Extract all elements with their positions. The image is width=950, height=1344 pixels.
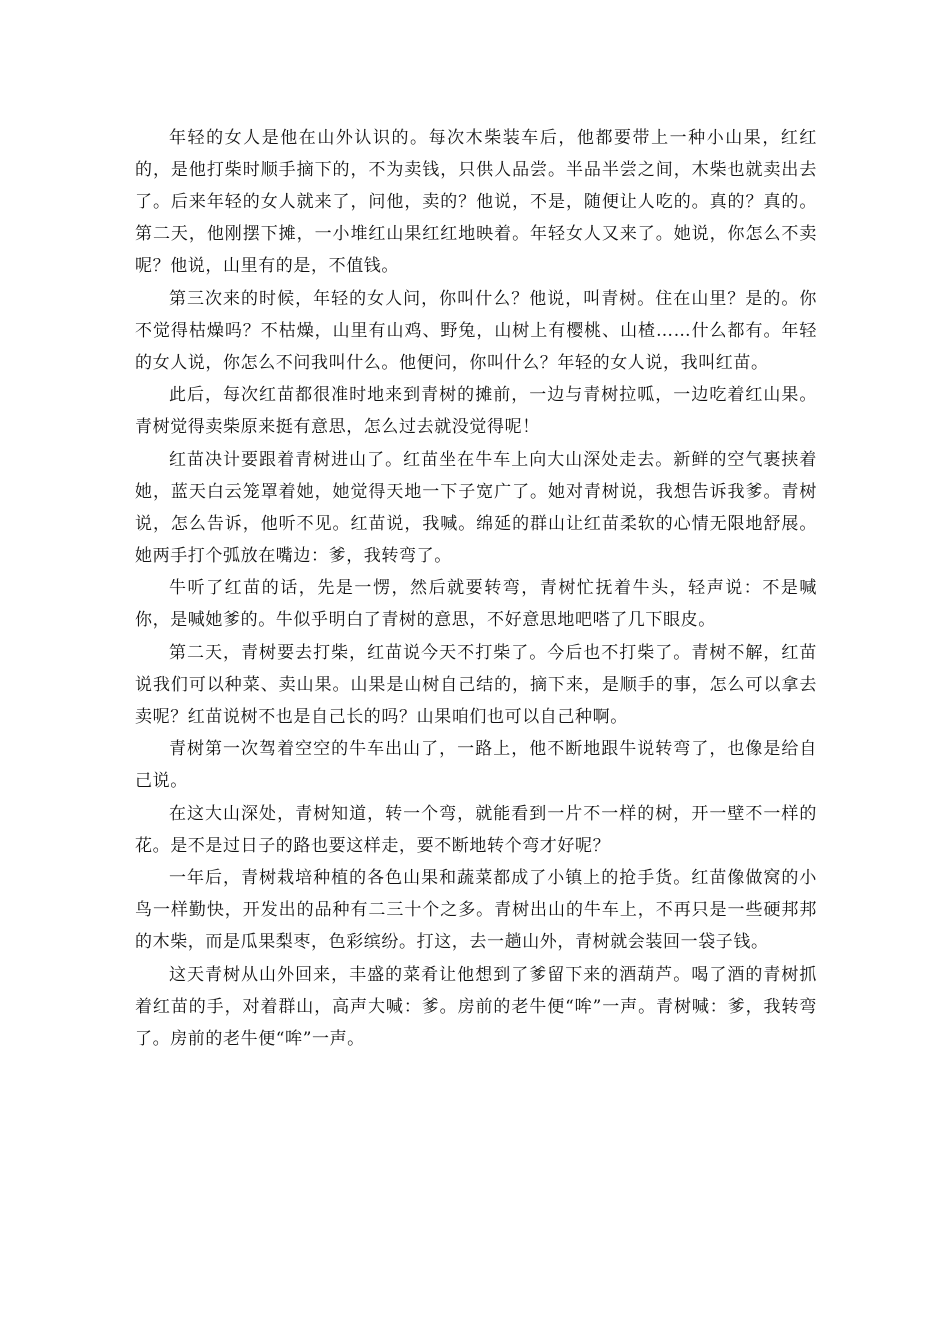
paragraph-1: 年轻的女人是他在山外认识的。每次木柴装车后，他都要带上一种小山果，红红的，是他打柴时顺手摘下的，不为卖钱，只供人品尝。半品半尝之间，木柴也就卖出去了。后来年轻的女人就来了，问他，卖的？他说，不是，随便让人吃的。真的？真的。第二天，他刚摆下摊，一小堆红山果红红地映着。年轻女人又来了。她说，你怎么不卖呢？他说，山里有的是，不值钱。 <box>135 128 817 276</box>
paragraph-4: 红苗决计要跟着青树进山了。红苗坐在牛车上向大山深处走去。新鲜的空气裹挟着她，蓝天白云笼罩着她，她觉得天地一下子宽广了。她对青树说，我想告诉我爹。青树说，怎么告诉，他听不见。红苗说，我喊。绵延的群山让红苗柔软的心情无限地舒展。她两手打个弧放在嘴边：爹，我转弯了。 <box>135 449 817 566</box>
paragraph-9: 一年后，青树栽培种植的各色山果和蔬菜都成了小镇上的抢手货。红苗像做窝的小鸟一样勤快，开发出的品种有二三十个之多。青树出山的牛车上，不再只是一些硬邦邦的木柴，而是瓜果梨枣，色彩缤纷。打这，去一趟山外，青树就会装回一袋子钱。 <box>135 868 817 952</box>
paragraph-3: 此后，每次红苗都很准时地来到青树的摊前，一边与青树拉呱，一边吃着红山果。青树觉得卖柴原来挺有意思，怎么过去就没觉得呢！ <box>135 385 817 437</box>
paragraph-7: 青树第一次驾着空空的牛车出山了，一路上，他不断地跟牛说转弯了，也像是给自己说。 <box>135 739 817 791</box>
paragraph-10: 这天青树从山外回来，丰盛的菜肴让他想到了爹留下来的酒葫芦。喝了酒的青树抓着红苗的手，对着群山，高声大喊：爹。房前的老牛便“哞”一声。青树喊：爹，我转弯了。房前的老牛便“哞”一声。 <box>135 964 817 1049</box>
story-text <box>135 122 817 1055</box>
paragraph-5: 牛听了红苗的话，先是一愣，然后就要转弯，青树忙抚着牛头，轻声说：不是喊你，是喊她爹的。牛似乎明白了青树的意思，不好意思地吧嗒了几下眼皮。 <box>135 578 817 630</box>
paragraph-2: 第三次来的时候，年轻的女人问，你叫什么？他说，叫青树。住在山里？是的。你不觉得枯燥吗？不枯燥，山里有山鸡、野兔，山树上有樱桃、山楂……什么都有。年轻的女人说，你怎么不问我叫什么。他便问，你叫什么？年轻的女人说，我叫红苗。 <box>135 288 817 373</box>
paragraph-8: 在这大山深处，青树知道，转一个弯，就能看到一片不一样的树，开一壁不一样的花。是不是过日子的路也要这样走，要不断地转个弯才好呢？ <box>135 803 817 856</box>
paragraph-6: 第二天，青树要去打柴，红苗说今天不打柴了。今后也不打柴了。青树不解，红苗说我们可以种菜、卖山果。山果是山树自己结的，摘下来，是顺手的事，怎么可以拿去卖呢？红苗说树不也是自己长的吗？山果咱们也可以自己种啊。 <box>135 642 817 727</box>
